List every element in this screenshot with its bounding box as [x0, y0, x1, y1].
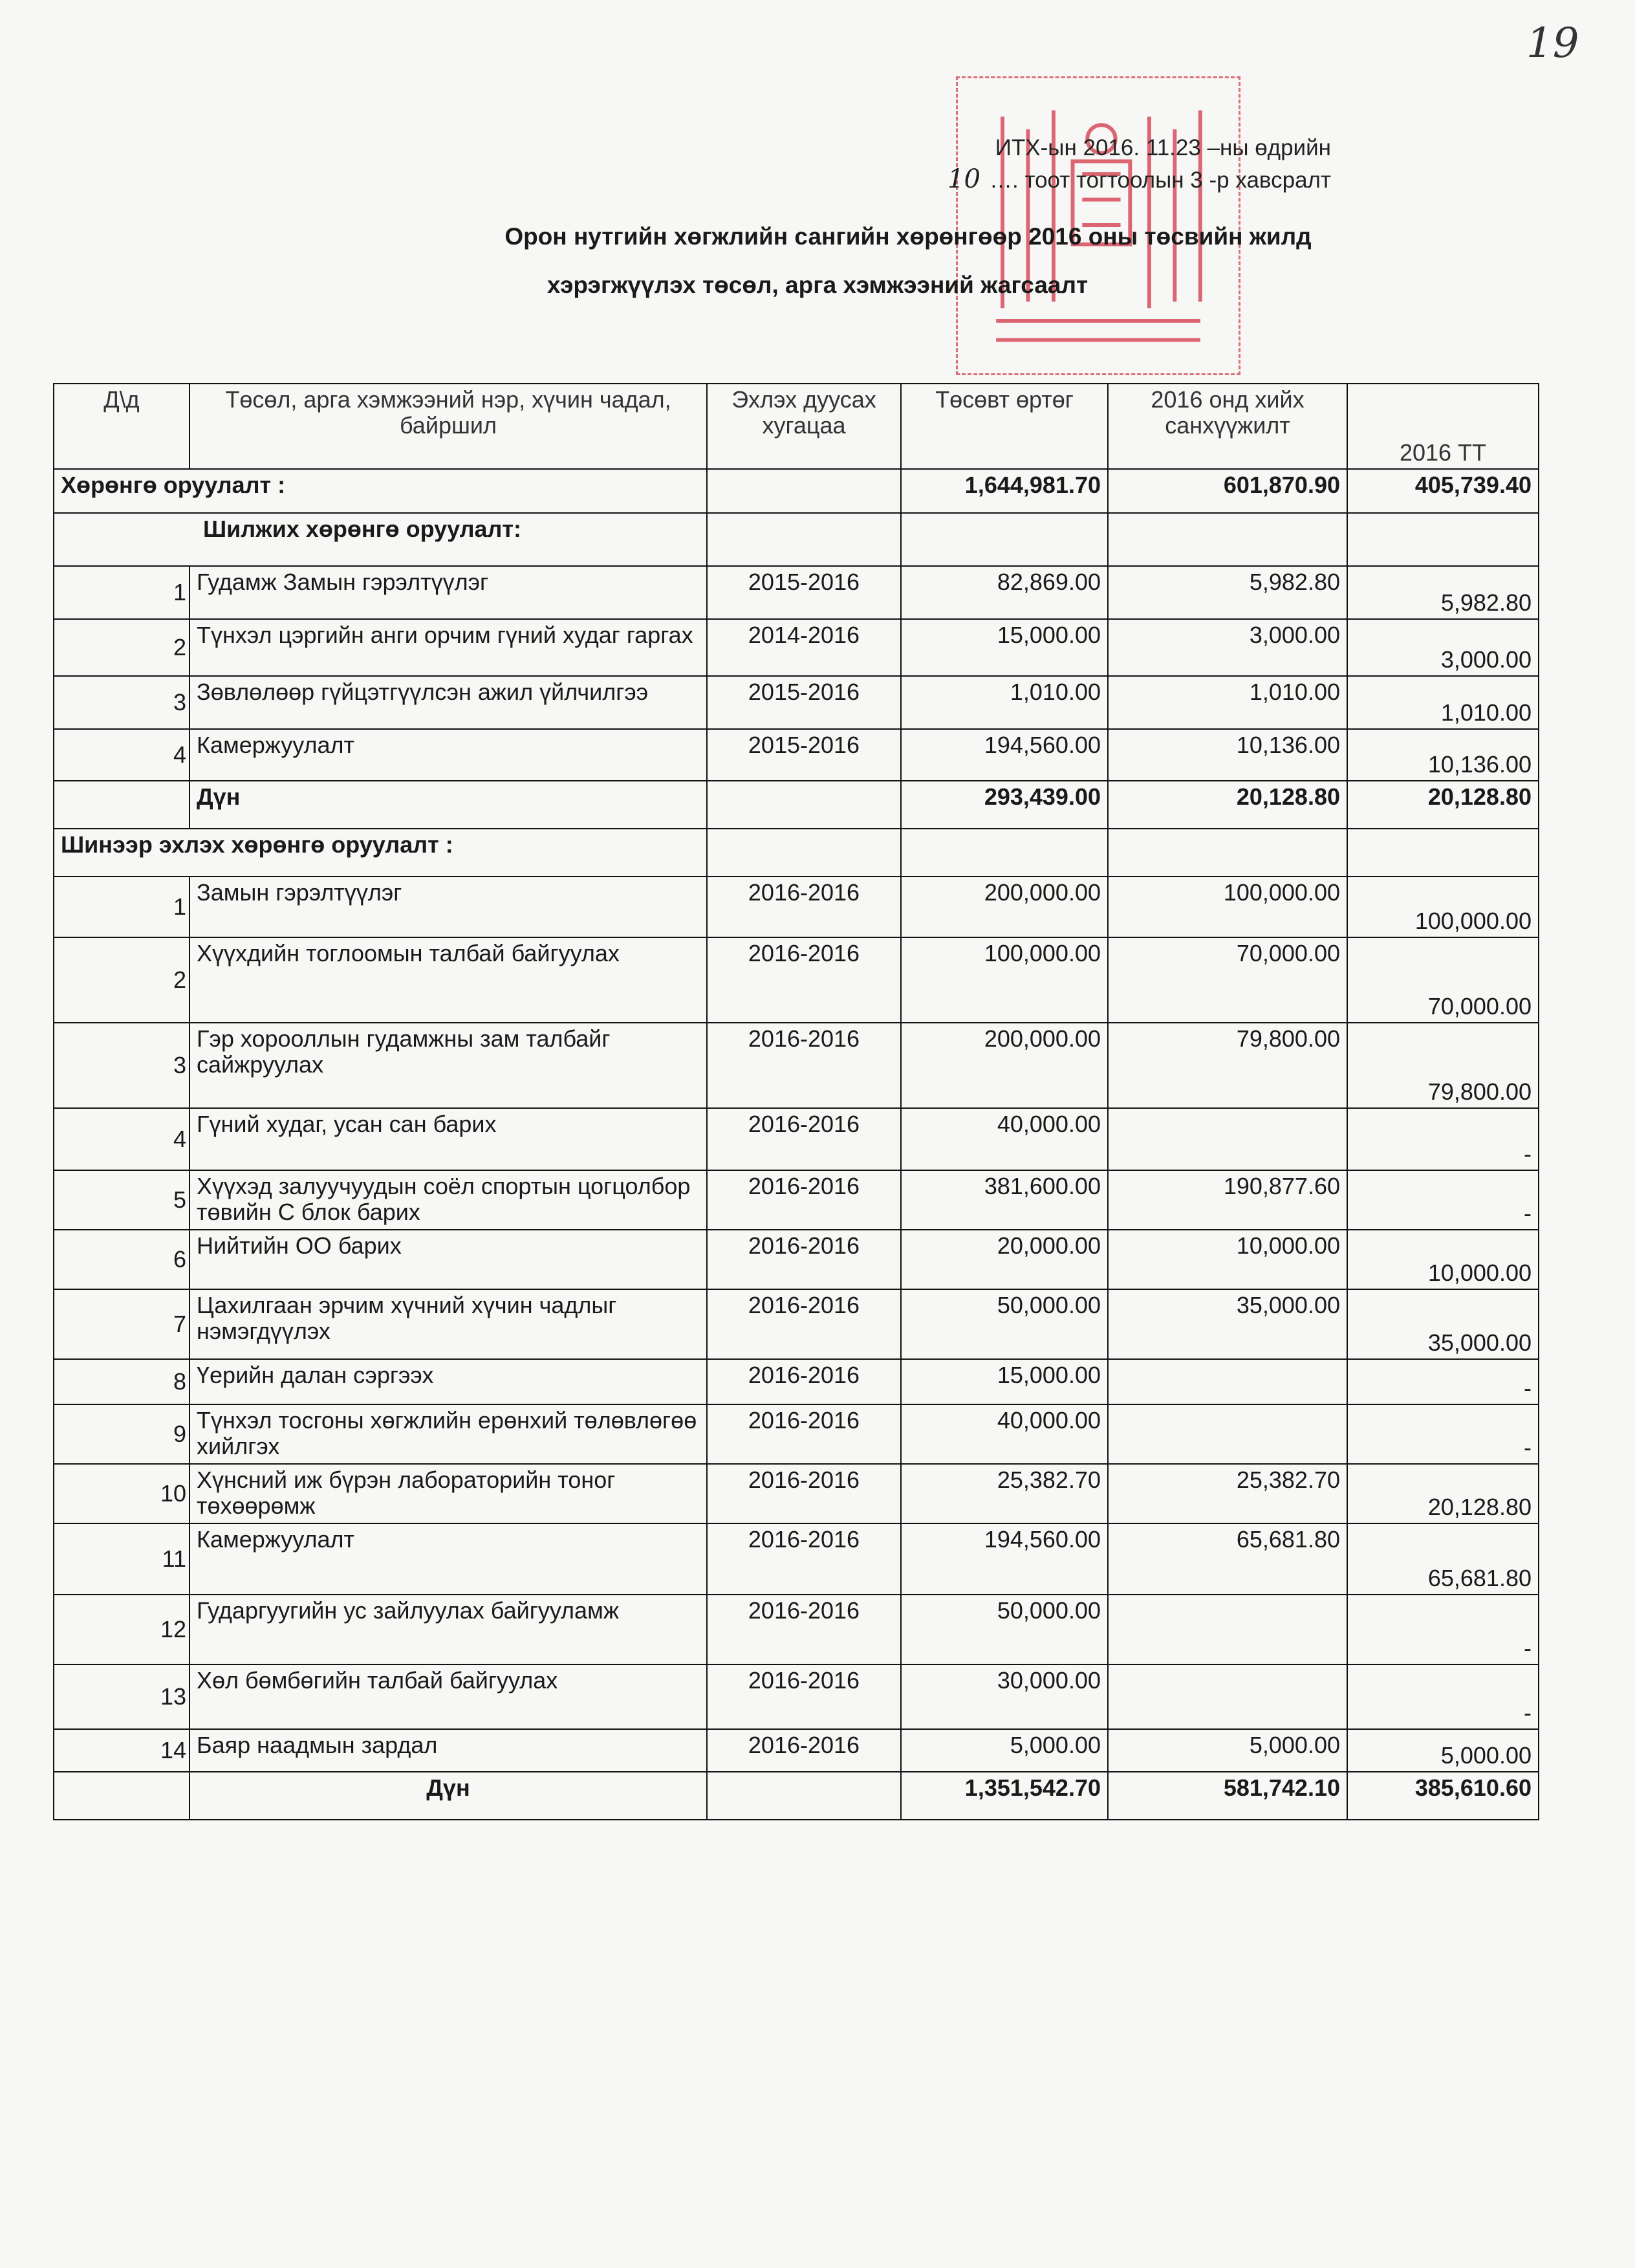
row-number: 7 [54, 1289, 189, 1359]
row-number: 1 [54, 877, 189, 937]
empty-cell [1347, 829, 1539, 877]
project-period: 2016-2016 [707, 1359, 901, 1404]
resolution-number-prefix: …. [989, 168, 1019, 193]
project-cost: 1,010.00 [901, 676, 1108, 729]
row-number: 13 [54, 1664, 189, 1729]
project-budget-table [53, 383, 1539, 1820]
project-name: Үерийн далан сэргээх [189, 1359, 707, 1404]
project-financing: 5,982.80 [1108, 566, 1347, 619]
row-number: 4 [54, 729, 189, 781]
project-period: 2016-2016 [707, 937, 901, 1023]
project-tt: - [1347, 1664, 1539, 1729]
new-subtotal-row [54, 1772, 1539, 1820]
project-tt: 35,000.00 [1347, 1289, 1539, 1359]
project-tt: - [1347, 1404, 1539, 1464]
table-row [54, 1523, 1539, 1595]
new-section-heading-row [54, 829, 1539, 877]
project-name: Хүүхэд залуучуудын соёл спортын цогцолбор төвийн С блок барих [189, 1170, 707, 1230]
project-tt: 1,010.00 [1347, 676, 1539, 729]
project-financing [1108, 1359, 1347, 1404]
table-row [54, 1170, 1539, 1230]
project-financing [1108, 1595, 1347, 1664]
document-title-line2: хэрэгжүүлэх төсөл, арга хэмжээний жагсаалт [547, 272, 1088, 298]
table-row [54, 619, 1539, 676]
row-number: 11 [54, 1523, 189, 1595]
empty-cell [707, 469, 901, 513]
project-period: 2016-2016 [707, 1595, 901, 1664]
empty-cell [901, 829, 1108, 877]
empty-cell [707, 513, 901, 566]
empty-cell [707, 781, 901, 829]
subtotal-cost: 293,439.00 [901, 781, 1108, 829]
project-name: Гэр хорооллын гудамжны зам талбайг сайжруулах [189, 1023, 707, 1108]
table-row [54, 1464, 1539, 1523]
project-financing: 65,681.80 [1108, 1523, 1347, 1595]
project-tt: - [1347, 1359, 1539, 1404]
row-number: 8 [54, 1359, 189, 1404]
header-tt: 2016 ТТ [1347, 384, 1539, 469]
subtotal-label: Дүн [189, 1772, 707, 1820]
project-financing: 1,010.00 [1108, 676, 1347, 729]
table-row [54, 566, 1539, 619]
header-financing: 2016 онд хийх санхүүжилт [1108, 384, 1347, 469]
project-cost: 194,560.00 [901, 1523, 1108, 1595]
resolution-date-line: ИТХ-ын 2016. 11.23 –ны өдрийн [995, 135, 1331, 160]
project-period: 2016-2016 [707, 1729, 901, 1772]
empty-cell [707, 1772, 901, 1820]
grand-total-label: Хөрөнгө оруулалт : [54, 469, 707, 513]
row-number: 2 [54, 937, 189, 1023]
header-cost: Төсөвт өртөг [901, 384, 1108, 469]
project-name: Хөл бөмбөгийн талбай байгуулах [189, 1664, 707, 1729]
project-name: Зөвлөлөөр гүйцэтгүүлсэн ажил үйлчилгээ [189, 676, 707, 729]
project-period: 2016-2016 [707, 1023, 901, 1108]
project-period: 2016-2016 [707, 877, 901, 937]
project-name: Камержуулалт [189, 729, 707, 781]
empty-cell [1347, 513, 1539, 566]
page-number: 19 [1526, 19, 1579, 67]
project-period: 2016-2016 [707, 1289, 901, 1359]
project-tt: - [1347, 1595, 1539, 1664]
project-cost: 40,000.00 [901, 1108, 1108, 1170]
project-financing: 70,000.00 [1108, 937, 1347, 1023]
project-name: Гудамж Замын гэрэлтүүлэг [189, 566, 707, 619]
project-cost: 25,382.70 [901, 1464, 1108, 1523]
table-row [54, 1023, 1539, 1108]
table-row [54, 676, 1539, 729]
project-tt: 79,800.00 [1347, 1023, 1539, 1108]
project-tt: - [1347, 1170, 1539, 1230]
project-cost: 381,600.00 [901, 1170, 1108, 1230]
project-name: Нийтийн ОО барих [189, 1230, 707, 1289]
project-financing: 10,000.00 [1108, 1230, 1347, 1289]
table-row [54, 1595, 1539, 1664]
table-row [54, 1664, 1539, 1729]
project-financing: 3,000.00 [1108, 619, 1347, 676]
project-cost: 40,000.00 [901, 1404, 1108, 1464]
subtotal-tt: 20,128.80 [1347, 781, 1539, 829]
empty-cell [1108, 513, 1347, 566]
project-period: 2015-2016 [707, 676, 901, 729]
project-name: Замын гэрэлтүүлэг [189, 877, 707, 937]
resolution-reference [947, 133, 1331, 196]
subtotal-financing: 581,742.10 [1108, 1772, 1347, 1820]
project-cost: 200,000.00 [901, 877, 1108, 937]
grand-total-row [54, 469, 1539, 513]
row-number: 12 [54, 1595, 189, 1664]
project-tt: 20,128.80 [1347, 1464, 1539, 1523]
table-row [54, 1108, 1539, 1170]
project-period: 2015-2016 [707, 729, 901, 781]
grand-total-cost: 1,644,981.70 [901, 469, 1108, 513]
table-row [54, 1404, 1539, 1464]
table-row [54, 877, 1539, 937]
project-period: 2014-2016 [707, 619, 901, 676]
grand-total-tt: 405,739.40 [1347, 469, 1539, 513]
project-tt: - [1347, 1108, 1539, 1170]
project-tt: 100,000.00 [1347, 877, 1539, 937]
ongoing-section-heading-row [54, 513, 1539, 566]
empty-cell [54, 1772, 189, 1820]
project-financing [1108, 1404, 1347, 1464]
project-cost: 20,000.00 [901, 1230, 1108, 1289]
table-header-row [54, 384, 1539, 469]
project-period: 2016-2016 [707, 1464, 901, 1523]
document-title-line1: Орон нутгийн хөгжлийн сангийн хөрөнгөөр 2016 оны төсвийн жилд [504, 223, 1312, 250]
project-period: 2016-2016 [707, 1664, 901, 1729]
row-number: 6 [54, 1230, 189, 1289]
header-number: Д\д [54, 384, 189, 469]
project-cost: 15,000.00 [901, 1359, 1108, 1404]
grand-total-financing: 601,870.90 [1108, 469, 1347, 513]
project-tt: 10,136.00 [1347, 729, 1539, 781]
row-number: 14 [54, 1729, 189, 1772]
resolution-appendix-text: тоот тогтоолын 3 -р хавсралт [1024, 168, 1331, 193]
project-cost: 82,869.00 [901, 566, 1108, 619]
project-period: 2016-2016 [707, 1404, 901, 1464]
project-name: Түнхэл цэргийн анги орчим гүний худаг гаргах [189, 619, 707, 676]
project-tt: 3,000.00 [1347, 619, 1539, 676]
project-financing: 35,000.00 [1108, 1289, 1347, 1359]
project-period: 2016-2016 [707, 1523, 901, 1595]
project-cost: 15,000.00 [901, 619, 1108, 676]
subtotal-cost: 1,351,542.70 [901, 1772, 1108, 1820]
project-period: 2016-2016 [707, 1108, 901, 1170]
subtotal-label: Дүн [189, 781, 707, 829]
project-cost: 100,000.00 [901, 937, 1108, 1023]
row-number: 5 [54, 1170, 189, 1230]
header-period: Эхлэх дуусах хугацаа [707, 384, 901, 469]
project-financing: 25,382.70 [1108, 1464, 1347, 1523]
project-name: Түнхэл тосгоны хөгжлийн ерөнхий төлөвлөгөө хийлгэх [189, 1404, 707, 1464]
row-number: 4 [54, 1108, 189, 1170]
project-financing: 79,800.00 [1108, 1023, 1347, 1108]
ongoing-section-heading: Шилжих хөрөнгө оруулалт: [54, 513, 707, 566]
project-financing: 190,877.60 [1108, 1170, 1347, 1230]
table-row [54, 1359, 1539, 1404]
row-number: 1 [54, 566, 189, 619]
project-financing: 5,000.00 [1108, 1729, 1347, 1772]
project-name: Хүнсний иж бүрэн лабораторийн тоног төхөөрөмж [189, 1464, 707, 1523]
project-name: Гударгуугийн ус зайлуулах байгууламж [189, 1595, 707, 1664]
project-cost: 50,000.00 [901, 1595, 1108, 1664]
subtotal-financing: 20,128.80 [1108, 781, 1347, 829]
project-financing [1108, 1664, 1347, 1729]
project-cost: 5,000.00 [901, 1729, 1108, 1772]
table-row [54, 937, 1539, 1023]
project-tt: 5,000.00 [1347, 1729, 1539, 1772]
project-tt: 5,982.80 [1347, 566, 1539, 619]
project-name: Камержуулалт [189, 1523, 707, 1595]
project-tt: 10,000.00 [1347, 1230, 1539, 1289]
row-number: 3 [54, 676, 189, 729]
row-number: 3 [54, 1023, 189, 1108]
project-period: 2016-2016 [707, 1170, 901, 1230]
table-row [54, 1230, 1539, 1289]
project-financing: 100,000.00 [1108, 877, 1347, 937]
empty-cell [54, 781, 189, 829]
row-number: 2 [54, 619, 189, 676]
project-cost: 50,000.00 [901, 1289, 1108, 1359]
ongoing-subtotal-row [54, 781, 1539, 829]
header-project-name: Төсөл, арга хэмжээний нэр, хүчин чадал, байршил [189, 384, 707, 469]
empty-cell [707, 829, 901, 877]
project-name: Гүний худаг, усан сан барих [189, 1108, 707, 1170]
table-row [54, 1729, 1539, 1772]
project-name: Баяр наадмын зардал [189, 1729, 707, 1772]
resolution-number-line [947, 164, 1331, 196]
project-cost: 200,000.00 [901, 1023, 1108, 1108]
project-name: Хүүхдийн тоглоомын талбай байгуулах [189, 937, 707, 1023]
new-section-heading: Шинээр эхлэх хөрөнгө оруулалт : [54, 829, 707, 877]
project-name: Цахилгаан эрчим хүчний хүчин чадлыг нэмэгдүүлэх [189, 1289, 707, 1359]
project-financing [1108, 1108, 1347, 1170]
project-tt: 65,681.80 [1347, 1523, 1539, 1595]
table-row [54, 729, 1539, 781]
project-period: 2015-2016 [707, 566, 901, 619]
table-row [54, 1289, 1539, 1359]
project-cost: 194,560.00 [901, 729, 1108, 781]
project-cost: 30,000.00 [901, 1664, 1108, 1729]
handwritten-number: 10 [947, 164, 980, 194]
subtotal-tt: 385,610.60 [1347, 1772, 1539, 1820]
empty-cell [1108, 829, 1347, 877]
row-number: 9 [54, 1404, 189, 1464]
row-number: 10 [54, 1464, 189, 1523]
project-period: 2016-2016 [707, 1230, 901, 1289]
empty-cell [901, 513, 1108, 566]
project-financing: 10,136.00 [1108, 729, 1347, 781]
project-tt: 70,000.00 [1347, 937, 1539, 1023]
